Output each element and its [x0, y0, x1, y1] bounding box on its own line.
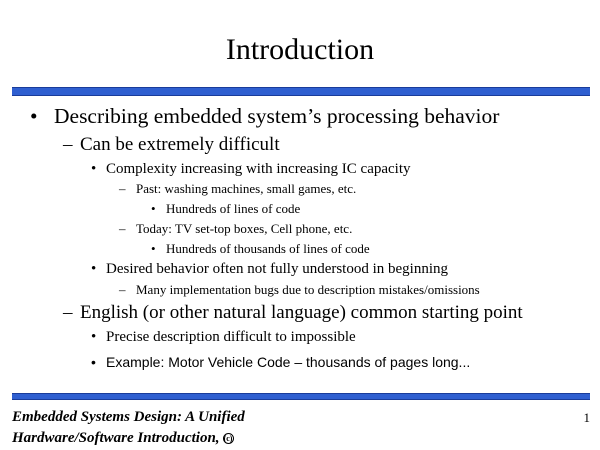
list-item — [119, 281, 480, 299]
list-item — [151, 200, 300, 218]
slide-title: Introduction — [225, 33, 375, 66]
bullet-text: English (or other natural language) common starting point — [80, 302, 523, 323]
dash-marker: – — [63, 302, 73, 323]
bullet-marker: • — [151, 241, 156, 256]
top-rule — [12, 87, 590, 96]
list-item — [30, 103, 499, 129]
list-item — [91, 259, 448, 279]
copyright-icon: (c) — [223, 434, 233, 444]
footer-line-2 — [12, 429, 234, 447]
list-item — [151, 240, 370, 258]
bullet-marker: • — [151, 201, 156, 216]
footer-text: Hardware/Software Introduction, — [12, 430, 220, 446]
list-item — [91, 327, 356, 347]
bullet-text: Describing embedded system’s processing behavior — [54, 104, 500, 128]
bullet-text: Complexity increasing with increasing IC capacity — [106, 161, 411, 177]
list-item — [119, 180, 356, 198]
bullet-text: Desired behavior often not fully understood in beginning — [106, 261, 449, 277]
list-item — [63, 301, 523, 325]
bullet-marker: • — [91, 329, 97, 345]
bullet-marker: • — [91, 161, 97, 177]
bullet-text: Hundreds of lines of code — [166, 201, 301, 216]
dash-marker: – — [119, 221, 126, 236]
bullet-text: Today: TV set-top boxes, Cell phone, etc. — [136, 221, 353, 236]
list-item — [91, 159, 411, 179]
bullet-text: Past: washing machines, small games, etc. — [136, 181, 357, 196]
bullet-text: Can be extremely difficult — [80, 134, 280, 155]
bottom-rule — [12, 393, 590, 400]
bullet-marker: • — [30, 104, 38, 128]
dash-marker: – — [63, 134, 73, 155]
dash-marker: – — [119, 282, 126, 297]
list-item — [119, 220, 352, 238]
page-number: 1 — [583, 410, 590, 425]
bullet-marker: • — [91, 261, 97, 277]
bullet-text: Precise description difficult to impossible — [106, 329, 356, 345]
footer-line-1: Embedded Systems Design: A Unified — [12, 409, 245, 425]
dash-marker: – — [119, 181, 126, 196]
list-item — [91, 352, 470, 372]
bullet-marker: • — [91, 354, 96, 370]
list-item — [63, 133, 280, 157]
bullet-text: Many implementation bugs due to description mistakes/omissions — [136, 282, 480, 297]
bullet-text: Example: Motor Vehicle Code – thousands of pages long... — [106, 354, 471, 370]
bullet-text: Hundreds of thousands of lines of code — [166, 241, 370, 256]
